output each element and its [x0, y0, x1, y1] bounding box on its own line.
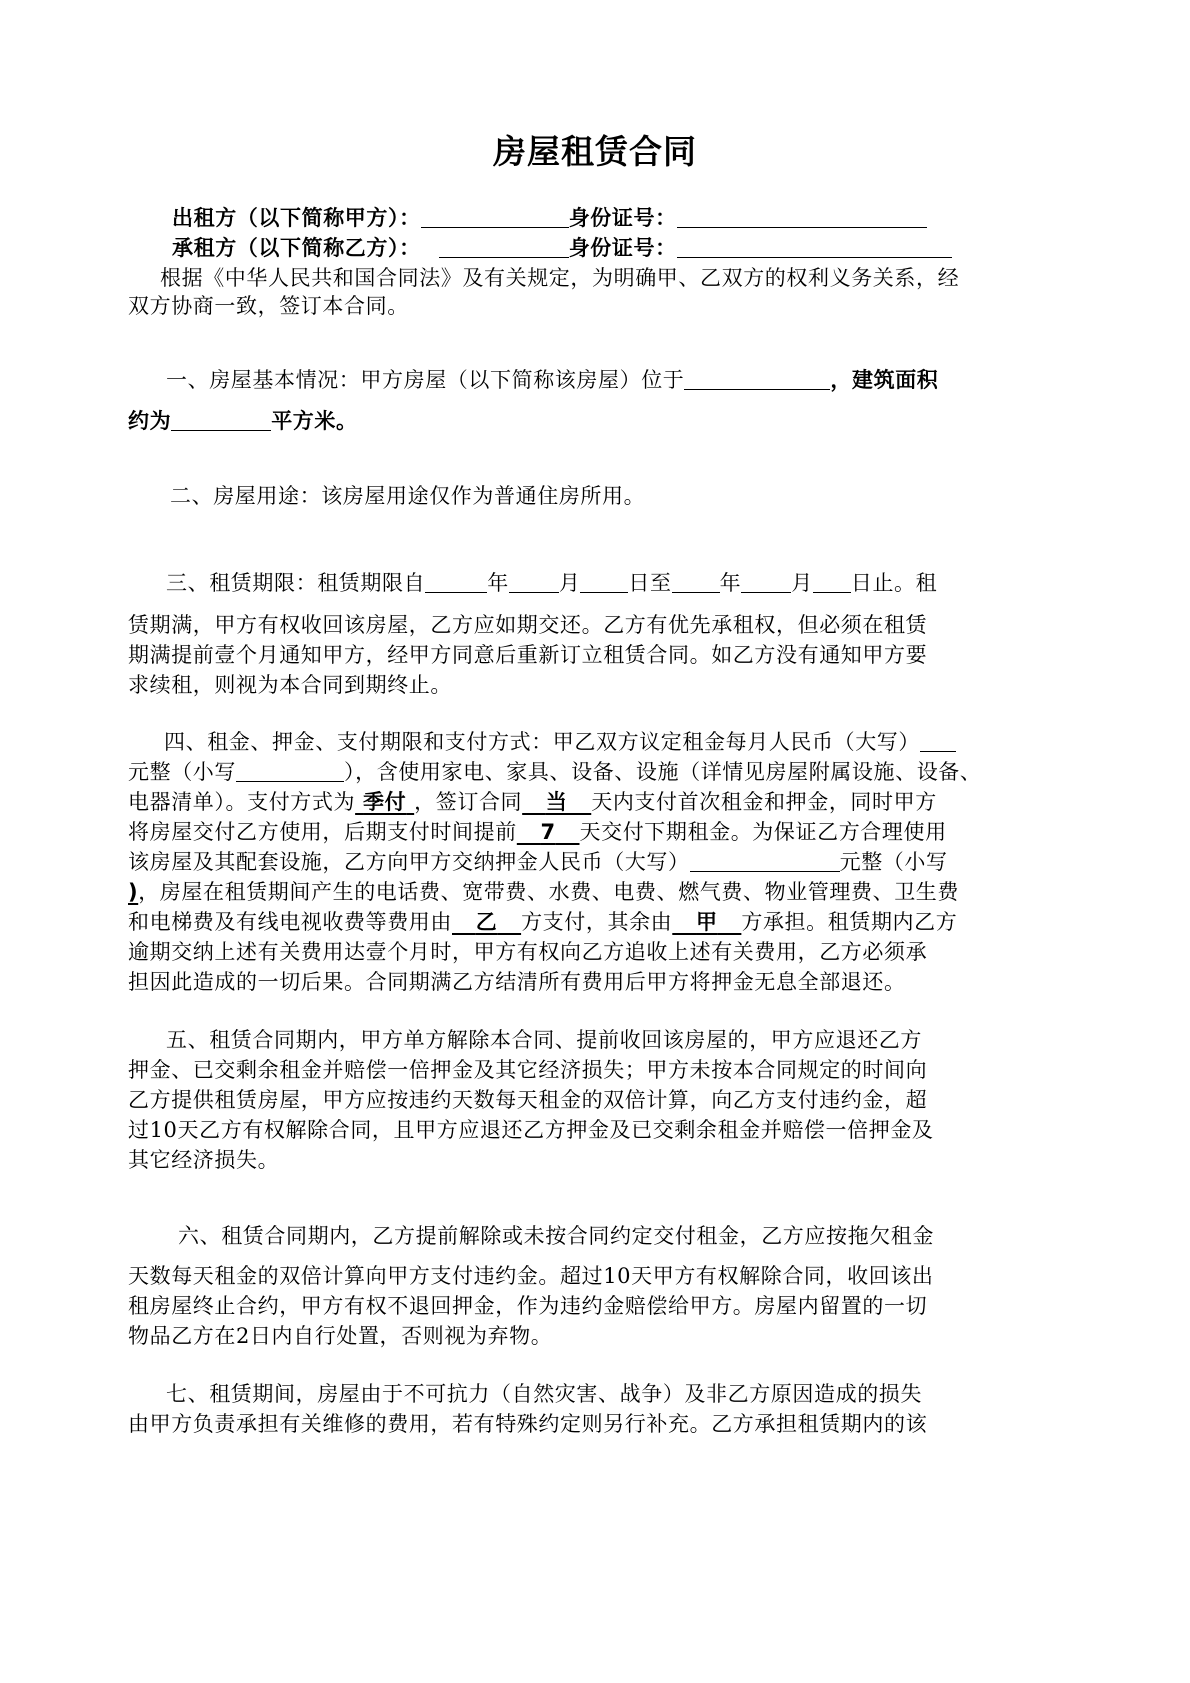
fees-payer-a: 甲 — [696, 910, 718, 934]
start-year-blank — [425, 570, 487, 593]
area-unit: 平方米。 — [271, 409, 358, 433]
start-month-blank — [509, 570, 559, 593]
fees-tail: 方承担。租赁期内乙方 — [741, 910, 958, 934]
section-5-line-4: 过10天乙方有权解除合同，且甲方应退还乙方押金及已交剩余租金并赔偿一倍押金及 — [128, 1118, 934, 1142]
year-label: 年 — [487, 571, 509, 595]
section-4-line-3 — [128, 787, 937, 817]
rent-upper-blank — [920, 729, 956, 752]
advance-days: 7 — [540, 820, 556, 844]
section-3-line-4: 求续租，则视为本合同到期终止。 — [128, 673, 452, 697]
area-prefix: 约为 — [128, 409, 172, 433]
party-b-id-label: 身份证号： — [568, 236, 677, 260]
party-a-name-blank — [421, 205, 569, 228]
section-4-line-9: 担因此造成的一切后果。合同期满乙方结清所有费用后甲方将押金无息全部退还。 — [128, 970, 906, 994]
day-end-label: 日止。租 — [850, 571, 938, 595]
payment-method-label: 电器清单）。支付方式为 — [128, 790, 356, 814]
section-1-area-label: ，建筑面积 — [830, 368, 939, 392]
payment-method-value: 季付 — [363, 790, 407, 814]
intro-line-2: 双方协商一致，签订本合同。 — [128, 294, 409, 318]
section-3-line-3: 期满提前壹个月通知甲方，经甲方同意后重新订立租赁合同。如乙方没有通知甲方要 — [128, 643, 928, 667]
section-1-text: 一、房屋基本情况：甲方房屋（以下简称该房屋）位于 — [166, 368, 685, 392]
deposit-lower-label: 元整（小写 — [839, 850, 948, 874]
term-label: 三、租赁期限：租赁期限自 — [166, 571, 426, 595]
month-label: 月 — [791, 571, 813, 595]
rent-lower-label: 元整（小写 — [128, 760, 236, 784]
section-7-line-1: 七、租赁期间，房屋由于不可抗力（自然灾害、战争）及非乙方原因造成的损失 — [166, 1382, 922, 1406]
end-day-blank — [813, 570, 851, 593]
advance-text: 天交付下期租金。为保证乙方合理使用 — [579, 820, 947, 844]
section-4-line-7 — [128, 907, 957, 937]
section-1-line-2 — [128, 406, 358, 436]
area-blank — [171, 408, 271, 431]
document-title: 房屋租赁合同 — [493, 132, 697, 171]
section-5-line-2: 押金、已交剩余租金并赔偿一倍押金及其它经济损失；甲方未按本合同规定的时间向 — [128, 1058, 928, 1082]
party-a-id-blank — [677, 205, 927, 228]
rent-text: 四、租金、押金、支付期限和支付方式：甲乙双方议定租金每月人民币（大写） — [164, 730, 920, 754]
intro-line-1: 根据《中华人民共和国合同法》及有关规定，为明确甲、乙双方的权利义务关系，经 — [160, 266, 960, 290]
section-6-line-1: 六、租赁合同期内，乙方提前解除或未按合同约定交付租金，乙方应按拖欠租金 — [178, 1224, 934, 1248]
party-a-row — [172, 203, 927, 233]
section-3-line-2: 赁期满，甲方有权收回该房屋，乙方应如期交还。乙方有优先承租权，但必须在租赁 — [128, 613, 928, 637]
deposit-text: 该房屋及其配套设施，乙方向甲方交纳押金人民币（大写） — [128, 850, 690, 874]
fees-payer-b: 乙 — [475, 910, 498, 934]
section-5-line-5: 其它经济损失。 — [128, 1148, 280, 1172]
deposit-upper-blank — [690, 849, 840, 872]
advance-label: 将房屋交付乙方使用，后期支付时间提前 — [128, 820, 517, 844]
end-year-blank — [672, 570, 720, 593]
section-1-line-1 — [166, 365, 938, 395]
rent-includes-text: ），含使用家电、家具、设备、设施（详情见房屋附属设施、设备、 — [344, 760, 982, 784]
party-b-name-blank — [439, 235, 569, 258]
section-6-line-3: 租房屋终止合约，甲方有权不退回押金，作为违约金赔偿给甲方。房屋内留置的一切 — [128, 1294, 928, 1318]
location-blank — [684, 367, 830, 390]
section-7-line-2: 由甲方负责承担有关维修的费用，若有特殊约定则另行补充。乙方承担租赁期内的该 — [128, 1412, 928, 1436]
party-a-id-label: 身份证号： — [568, 206, 677, 230]
section-4-line-6 — [128, 877, 959, 907]
section-6-line-2: 天数每天租金的双倍计算向甲方支付违约金。超过10天甲方有权解除合同，收回该出 — [128, 1264, 934, 1288]
section-4-line-2 — [128, 757, 982, 787]
section-4-line-8: 逾期交纳上述有关费用达壹个月时，甲方有权向乙方追收上述有关费用，乙方必须承 — [128, 940, 928, 964]
section-4-line-4 — [128, 817, 947, 847]
party-b-id-blank — [677, 235, 952, 258]
first-payment-when: 当 — [545, 790, 568, 814]
rent-lower-blank — [236, 759, 344, 782]
fees-text: ，房屋在租赁期间产生的电话费、宽带费、水费、电费、燃气费、物业管理费、卫生费 — [138, 880, 959, 904]
section-2: 二、房屋用途：该房屋用途仅作为普通住房所用。 — [170, 484, 646, 508]
section-4-line-5 — [128, 847, 948, 877]
section-5-line-3: 乙方提供租赁房屋，甲方应按违约天数每天租金的双倍计算，向乙方支付违约金，超 — [128, 1088, 928, 1112]
fees-payer-label: 和电梯费及有线电视收费等费用由 — [128, 910, 452, 934]
end-month-blank — [741, 570, 791, 593]
party-b-row — [172, 233, 952, 263]
month-label: 月 — [558, 571, 581, 595]
start-day-blank — [580, 570, 628, 593]
year-label: 年 — [719, 571, 742, 595]
day-to-label: 日至 — [628, 571, 672, 595]
section-5-line-1: 五、租赁合同期内，甲方单方解除本合同、提前收回该房屋的，甲方应退还乙方 — [166, 1028, 922, 1052]
party-a-label: 出租方（以下简称甲方）： — [172, 206, 421, 230]
section-4-line-1 — [164, 727, 956, 757]
deposit-lower-close: ) — [128, 880, 139, 904]
section-6-line-4: 物品乙方在2日内自行处置，否则视为弃物。 — [128, 1324, 553, 1348]
party-b-label: 承租方（以下简称乙方）： — [172, 236, 421, 260]
sign-label: ，签订合同 — [414, 790, 523, 814]
section-3-line-1 — [166, 568, 937, 598]
fees-rest-label: 方支付，其余由 — [521, 910, 673, 934]
first-payment-text: 天内支付首次租金和押金，同时甲方 — [591, 790, 937, 814]
